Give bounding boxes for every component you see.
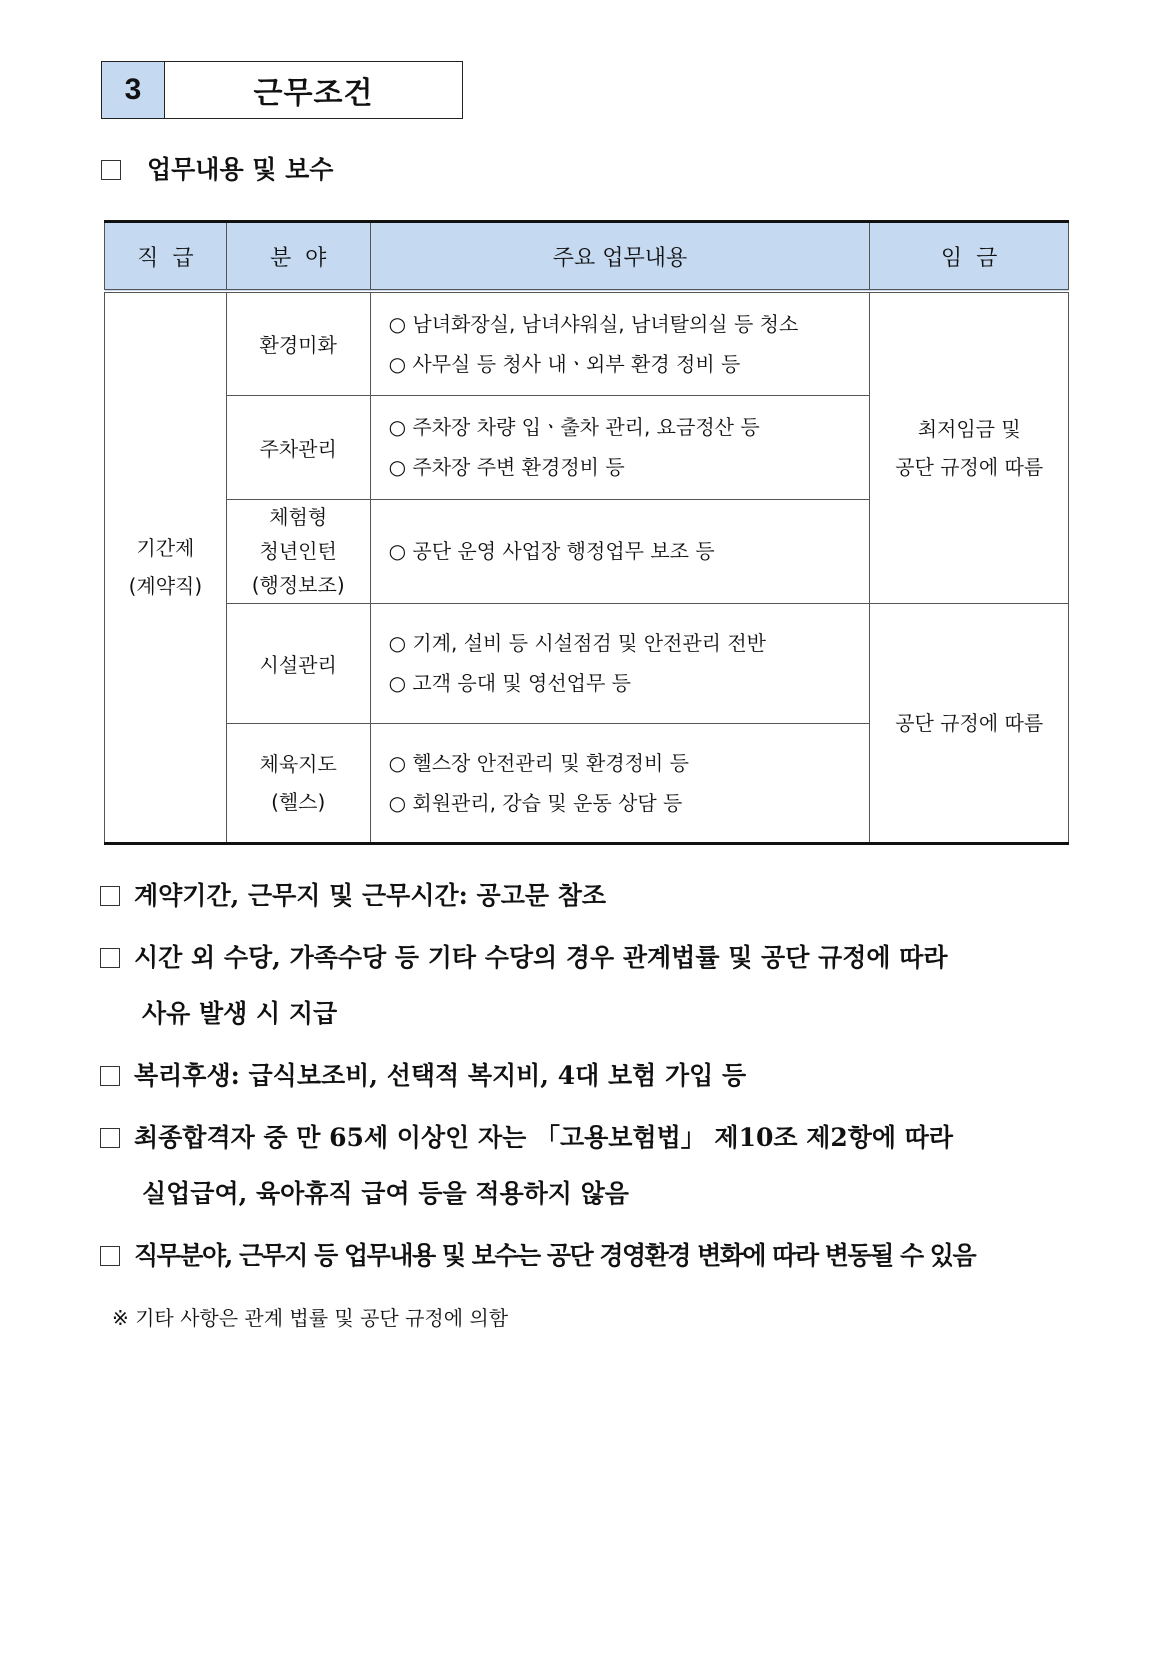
duty-item: ○ 사무실 등 청사 내ㆍ외부 환경 정비 등 — [388, 351, 741, 376]
duties-cell — [370, 603, 870, 723]
list-item — [100, 1228, 1100, 1284]
subheading — [101, 150, 333, 186]
duty-item: ○ 회원관리, 강습 및 운동 상담 등 — [388, 790, 683, 815]
bullet-continuation: 사유 발생 시 지급 — [142, 999, 338, 1028]
field-cell — [226, 723, 370, 843]
field-cell — [226, 395, 370, 499]
bullet-text: 시간 외 수당, 가족수당 등 기타 수당의 경우 관계법률 및 공단 규정에 따라 — [134, 943, 948, 972]
list-item — [100, 930, 1100, 1042]
bullet-text: 최종합격자 중 만 65세 이상인 자는 「고용보험법」 제10조 제2항에 따라 — [134, 1123, 954, 1152]
checkbox-square-icon — [100, 1246, 120, 1266]
checkbox-square-icon — [100, 948, 120, 968]
duties-cell — [370, 291, 870, 395]
bullet-text: 직무분야, 근무지 등 업무내용 및 보수는 공단 경영환경 변화에 따라 변동될 수 있음 — [134, 1241, 976, 1270]
checkbox-square-icon — [100, 1128, 120, 1148]
checkbox-square-icon — [101, 160, 121, 180]
section-title: 근무조건 — [253, 76, 374, 111]
subheading-text: 업무내용 및 보수 — [147, 155, 334, 184]
header-duties: 주요 업무내용 — [370, 222, 870, 292]
duty-item: ○ 주차장 차량 입ㆍ출차 관리, 요금정산 등 — [388, 415, 760, 439]
conditions-list — [100, 868, 1100, 1290]
wage-line: 공단 규정에 따름 — [895, 710, 1044, 735]
wage-cell — [870, 603, 1069, 843]
bullet-continuation: 실업급여, 육아휴직 급여 등을 적용하지 않음 — [142, 1179, 629, 1208]
header-grade: 직 급 — [105, 222, 227, 292]
table-row — [105, 291, 1069, 395]
duties-table — [104, 220, 1069, 845]
field-cell — [226, 291, 370, 395]
table-header-row — [105, 222, 1069, 292]
table-row — [105, 603, 1069, 723]
field-label: 주차관리 — [259, 436, 337, 461]
footnote: ※ 기타 사항은 관계 법률 및 공단 규정에 의함 — [112, 1306, 509, 1330]
field-cell — [226, 499, 370, 603]
bullet-text: 복리후생: 급식보조비, 선택적 복지비, 4대 보험 가입 등 — [134, 1061, 747, 1090]
duty-item: ○ 헬스장 안전관리 및 환경정비 등 — [388, 750, 689, 775]
duties-cell — [370, 395, 870, 499]
grade-line: (계약직) — [128, 574, 203, 599]
duty-item: ○ 고객 응대 및 영선업무 등 — [388, 671, 632, 695]
duties-cell — [370, 499, 870, 603]
field-label: 환경미화 — [259, 333, 337, 358]
wage-line: 공단 규정에 따름 — [895, 454, 1044, 479]
grade-line: 기간제 — [136, 536, 195, 561]
field-label: 청년인턴 — [259, 539, 337, 563]
field-label: 체육지도 — [259, 751, 337, 776]
section-number: 3 — [102, 62, 165, 118]
list-item — [100, 1110, 1100, 1222]
header-wage: 임 금 — [870, 222, 1069, 292]
duty-item: ○ 기계, 설비 등 시설점검 및 안전관리 전반 — [388, 631, 766, 655]
wage-line: 최저임금 및 — [917, 416, 1021, 441]
checkbox-square-icon — [100, 1066, 120, 1086]
header-field: 분 야 — [226, 222, 370, 292]
list-item — [100, 868, 1100, 924]
duties-cell — [370, 723, 870, 843]
field-cell — [226, 603, 370, 723]
field-label: 체험형 — [269, 505, 328, 529]
grade-cell — [105, 291, 227, 843]
section-header — [101, 61, 463, 119]
duty-item: ○ 남녀화장실, 남녀샤워실, 남녀탈의실 등 청소 — [388, 311, 799, 336]
field-label: 시설관리 — [259, 652, 337, 677]
field-label: (헬스) — [271, 789, 326, 814]
field-label: (행정보조) — [251, 573, 345, 597]
duty-item: ○ 공단 운영 사업장 행정업무 보조 등 — [388, 539, 715, 563]
checkbox-square-icon — [100, 886, 120, 906]
wage-cell — [870, 291, 1069, 603]
bullet-text: 계약기간, 근무지 및 근무시간: 공고문 참조 — [134, 881, 607, 910]
list-item — [100, 1048, 1100, 1104]
duty-item: ○ 주차장 주변 환경정비 등 — [388, 455, 625, 479]
